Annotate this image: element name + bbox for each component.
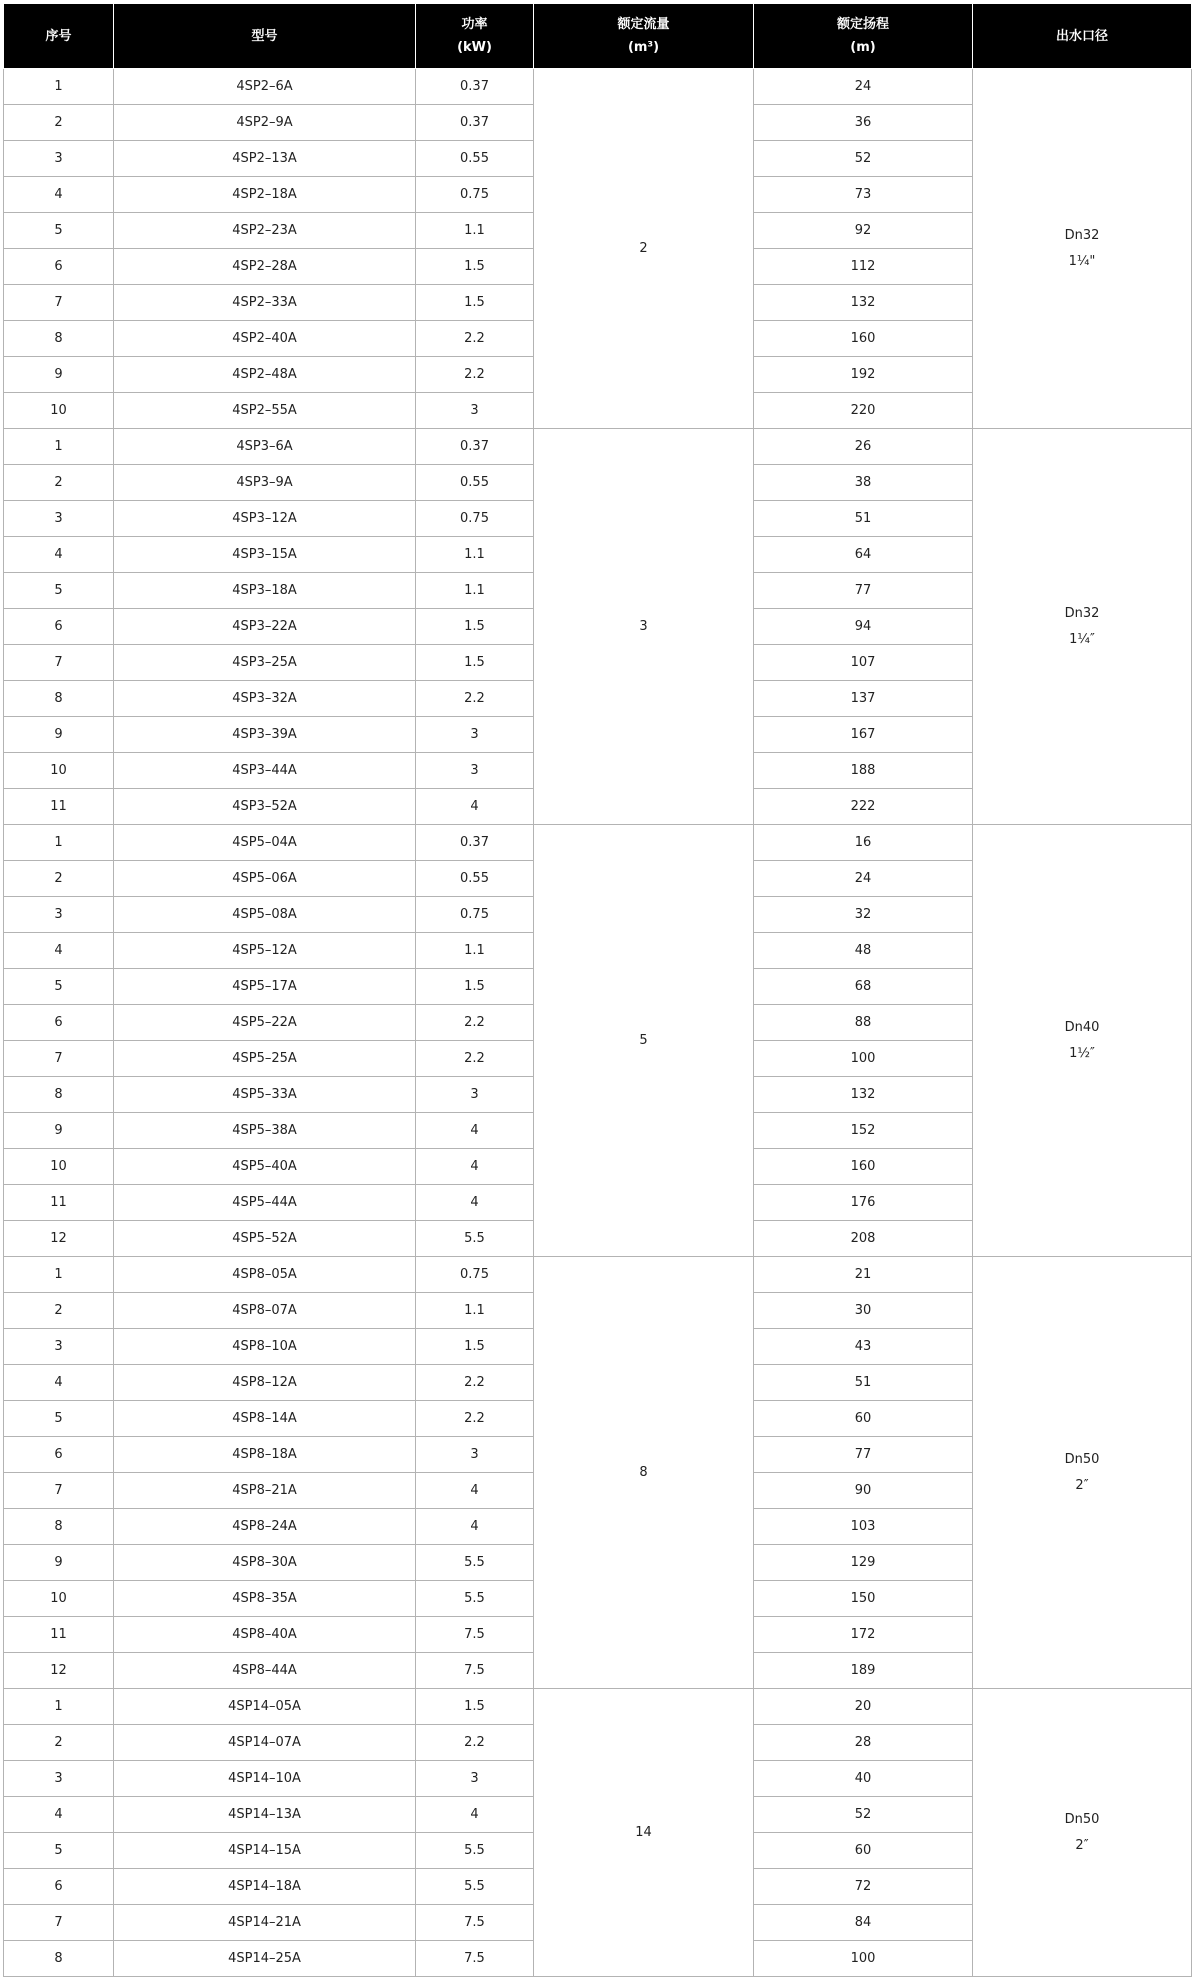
cell-power: 4	[416, 1473, 534, 1509]
cell-head: 77	[754, 573, 973, 609]
cell-power: 1.5	[416, 969, 534, 1005]
cell-model: 4SP3–32A	[114, 681, 416, 717]
cell-outlet	[973, 825, 1192, 1257]
cell-model: 4SP5–38A	[114, 1113, 416, 1149]
cell-power: 4	[416, 1185, 534, 1221]
cell-head: 36	[754, 105, 973, 141]
cell-outlet	[973, 69, 1192, 429]
cell-index: 5	[4, 213, 114, 249]
cell-power: 5.5	[416, 1833, 534, 1869]
cell-head: 32	[754, 897, 973, 933]
cell-head: 160	[754, 321, 973, 357]
outlet-inch-size: 1½″	[1069, 1045, 1095, 1061]
cell-index: 1	[4, 69, 114, 105]
cell-power: 1.5	[416, 285, 534, 321]
header-outlet-line: 出水口径	[1055, 28, 1108, 44]
cell-head: 52	[754, 1797, 973, 1833]
cell-index: 8	[4, 681, 114, 717]
cell-power: 2.2	[416, 321, 534, 357]
cell-power: 4	[416, 1113, 534, 1149]
cell-model: 4SP8–21A	[114, 1473, 416, 1509]
header-flow-line: (m³)	[627, 40, 660, 55]
cell-index: 1	[4, 1689, 114, 1725]
header-head-line: (m)	[850, 40, 876, 55]
cell-power: 2.2	[416, 357, 534, 393]
cell-index: 10	[4, 1149, 114, 1185]
cell-head: 150	[754, 1581, 973, 1617]
cell-model: 4SP8–18A	[114, 1437, 416, 1473]
cell-index: 2	[4, 465, 114, 501]
cell-model: 4SP2–48A	[114, 357, 416, 393]
cell-power: 1.1	[416, 573, 534, 609]
cell-head: 26	[754, 429, 973, 465]
cell-power: 0.55	[416, 141, 534, 177]
cell-model: 4SP2–23A	[114, 213, 416, 249]
cell-head: 77	[754, 1437, 973, 1473]
header-power	[416, 4, 534, 69]
cell-model: 4SP3–18A	[114, 573, 416, 609]
cell-power: 0.55	[416, 465, 534, 501]
cell-power: 0.75	[416, 897, 534, 933]
cell-model: 4SP8–10A	[114, 1329, 416, 1365]
cell-model: 4SP5–06A	[114, 861, 416, 897]
table-row	[4, 69, 1192, 105]
cell-model: 4SP8–24A	[114, 1509, 416, 1545]
cell-index: 6	[4, 609, 114, 645]
cell-index: 7	[4, 285, 114, 321]
cell-head: 21	[754, 1257, 973, 1293]
header-flow-line: 额定流量	[617, 17, 670, 32]
cell-model: 4SP5–52A	[114, 1221, 416, 1257]
outlet-dn-size: Dn32	[1064, 227, 1100, 243]
cell-power: 3	[416, 753, 534, 789]
cell-power: 1.5	[416, 645, 534, 681]
cell-head: 103	[754, 1509, 973, 1545]
cell-model: 4SP2–28A	[114, 249, 416, 285]
cell-model: 4SP2–6A	[114, 69, 416, 105]
cell-index: 5	[4, 1401, 114, 1437]
cell-power: 0.75	[416, 1257, 534, 1293]
header-power-line: 功率	[461, 17, 488, 32]
cell-power: 3	[416, 1077, 534, 1113]
cell-outlet	[973, 429, 1192, 825]
cell-head: 220	[754, 393, 973, 429]
cell-head: 132	[754, 285, 973, 321]
cell-index: 7	[4, 1041, 114, 1077]
cell-power: 3	[416, 1761, 534, 1797]
cell-index: 5	[4, 573, 114, 609]
cell-index: 2	[4, 1725, 114, 1761]
cell-power: 0.37	[416, 105, 534, 141]
header-model	[114, 4, 416, 69]
cell-power: 7.5	[416, 1653, 534, 1689]
cell-flow: 8	[534, 1257, 754, 1689]
cell-index: 8	[4, 1941, 114, 1977]
cell-power: 7.5	[416, 1905, 534, 1941]
cell-head: 208	[754, 1221, 973, 1257]
cell-head: 112	[754, 249, 973, 285]
cell-head: 137	[754, 681, 973, 717]
cell-power: 4	[416, 1509, 534, 1545]
cell-model: 4SP2–33A	[114, 285, 416, 321]
outlet-dn-size: Dn50	[1064, 1811, 1100, 1827]
cell-index: 1	[4, 429, 114, 465]
cell-power: 1.1	[416, 537, 534, 573]
cell-model: 4SP5–12A	[114, 933, 416, 969]
outlet-inch-size: 1¼″	[1069, 631, 1095, 647]
cell-index: 9	[4, 1545, 114, 1581]
outlet-inch-size: 1¼"	[1068, 253, 1096, 269]
cell-head: 48	[754, 933, 973, 969]
outlet-dn-size: Dn50	[1064, 1451, 1100, 1467]
cell-index: 9	[4, 717, 114, 753]
cell-power: 0.75	[416, 501, 534, 537]
cell-model: 4SP5–40A	[114, 1149, 416, 1185]
cell-flow: 5	[534, 825, 754, 1257]
cell-head: 176	[754, 1185, 973, 1221]
cell-flow: 14	[534, 1689, 754, 1977]
cell-index: 10	[4, 1581, 114, 1617]
cell-index: 3	[4, 1329, 114, 1365]
header-power-line: (kW)	[457, 40, 492, 55]
cell-index: 7	[4, 1473, 114, 1509]
cell-model: 4SP2–9A	[114, 105, 416, 141]
cell-head: 30	[754, 1293, 973, 1329]
header-flow	[534, 4, 754, 69]
cell-head: 52	[754, 141, 973, 177]
cell-model: 4SP8–30A	[114, 1545, 416, 1581]
cell-model: 4SP14–05A	[114, 1689, 416, 1725]
cell-index: 5	[4, 969, 114, 1005]
cell-power: 0.37	[416, 825, 534, 861]
cell-power: 2.2	[416, 1365, 534, 1401]
cell-power: 0.37	[416, 69, 534, 105]
cell-power: 4	[416, 1797, 534, 1833]
cell-model: 4SP3–15A	[114, 537, 416, 573]
table-row	[4, 429, 1192, 465]
header-head	[754, 4, 973, 69]
cell-power: 4	[416, 1149, 534, 1185]
cell-model: 4SP2–40A	[114, 321, 416, 357]
cell-head: 60	[754, 1833, 973, 1869]
cell-power: 7.5	[416, 1617, 534, 1653]
cell-index: 4	[4, 1797, 114, 1833]
cell-index: 7	[4, 645, 114, 681]
cell-head: 152	[754, 1113, 973, 1149]
cell-head: 88	[754, 1005, 973, 1041]
cell-power: 1.1	[416, 933, 534, 969]
cell-index: 9	[4, 1113, 114, 1149]
cell-power: 2.2	[416, 1041, 534, 1077]
cell-index: 3	[4, 1761, 114, 1797]
cell-power: 0.55	[416, 861, 534, 897]
cell-model: 4SP3–44A	[114, 753, 416, 789]
cell-head: 160	[754, 1149, 973, 1185]
cell-model: 4SP5–08A	[114, 897, 416, 933]
cell-head: 132	[754, 1077, 973, 1113]
cell-power: 5.5	[416, 1581, 534, 1617]
cell-index: 7	[4, 1905, 114, 1941]
outlet-inch-size: 2″	[1075, 1837, 1089, 1853]
table-row	[4, 1257, 1192, 1293]
cell-model: 4SP2–18A	[114, 177, 416, 213]
cell-model: 4SP3–22A	[114, 609, 416, 645]
cell-head: 92	[754, 213, 973, 249]
cell-model: 4SP14–15A	[114, 1833, 416, 1869]
cell-power: 1.1	[416, 213, 534, 249]
cell-index: 1	[4, 825, 114, 861]
cell-model: 4SP5–33A	[114, 1077, 416, 1113]
cell-head: 64	[754, 537, 973, 573]
cell-head: 222	[754, 789, 973, 825]
cell-power: 2.2	[416, 1401, 534, 1437]
cell-model: 4SP8–35A	[114, 1581, 416, 1617]
cell-model: 4SP3–25A	[114, 645, 416, 681]
cell-head: 68	[754, 969, 973, 1005]
cell-outlet	[973, 1689, 1192, 1977]
outlet-dn-size: Dn40	[1064, 1019, 1100, 1035]
cell-model: 4SP3–6A	[114, 429, 416, 465]
table-header	[4, 4, 1192, 69]
cell-power: 2.2	[416, 1725, 534, 1761]
cell-head: 38	[754, 465, 973, 501]
cell-power: 1.5	[416, 1329, 534, 1365]
cell-index: 1	[4, 1257, 114, 1293]
cell-power: 3	[416, 393, 534, 429]
cell-power: 2.2	[416, 681, 534, 717]
cell-index: 2	[4, 1293, 114, 1329]
cell-power: 4	[416, 789, 534, 825]
cell-index: 11	[4, 789, 114, 825]
cell-model: 4SP3–39A	[114, 717, 416, 753]
cell-head: 51	[754, 501, 973, 537]
cell-model: 4SP14–25A	[114, 1941, 416, 1977]
cell-model: 4SP8–40A	[114, 1617, 416, 1653]
cell-power: 5.5	[416, 1869, 534, 1905]
cell-index: 3	[4, 501, 114, 537]
cell-power: 2.2	[416, 1005, 534, 1041]
cell-model: 4SP5–04A	[114, 825, 416, 861]
cell-index: 9	[4, 357, 114, 393]
cell-model: 4SP3–12A	[114, 501, 416, 537]
cell-index: 4	[4, 177, 114, 213]
cell-head: 172	[754, 1617, 973, 1653]
cell-head: 100	[754, 1941, 973, 1977]
cell-index: 11	[4, 1617, 114, 1653]
cell-head: 40	[754, 1761, 973, 1797]
cell-model: 4SP3–9A	[114, 465, 416, 501]
cell-power: 1.1	[416, 1293, 534, 1329]
cell-model: 4SP14–07A	[114, 1725, 416, 1761]
cell-index: 6	[4, 1869, 114, 1905]
cell-head: 43	[754, 1329, 973, 1365]
cell-power: 1.5	[416, 1689, 534, 1725]
pump-spec-table	[3, 3, 1192, 1977]
header-index	[4, 4, 114, 69]
cell-model: 4SP5–17A	[114, 969, 416, 1005]
cell-outlet	[973, 1257, 1192, 1689]
cell-flow: 3	[534, 429, 754, 825]
cell-index: 8	[4, 1509, 114, 1545]
cell-power: 5.5	[416, 1545, 534, 1581]
cell-index: 5	[4, 1833, 114, 1869]
cell-head: 84	[754, 1905, 973, 1941]
cell-model: 4SP8–12A	[114, 1365, 416, 1401]
cell-head: 28	[754, 1725, 973, 1761]
cell-power: 0.75	[416, 177, 534, 213]
cell-index: 3	[4, 141, 114, 177]
header-outlet	[973, 4, 1192, 69]
cell-model: 4SP2–55A	[114, 393, 416, 429]
cell-power: 3	[416, 1437, 534, 1473]
cell-head: 188	[754, 753, 973, 789]
cell-head: 73	[754, 177, 973, 213]
cell-model: 4SP5–22A	[114, 1005, 416, 1041]
header-row	[4, 4, 1192, 69]
cell-index: 6	[4, 1005, 114, 1041]
cell-head: 90	[754, 1473, 973, 1509]
cell-power: 5.5	[416, 1221, 534, 1257]
cell-head: 167	[754, 717, 973, 753]
cell-head: 107	[754, 645, 973, 681]
cell-head: 94	[754, 609, 973, 645]
cell-model: 4SP14–21A	[114, 1905, 416, 1941]
cell-index: 4	[4, 1365, 114, 1401]
cell-model: 4SP14–13A	[114, 1797, 416, 1833]
cell-head: 24	[754, 69, 973, 105]
cell-power: 7.5	[416, 1941, 534, 1977]
cell-index: 10	[4, 393, 114, 429]
cell-index: 4	[4, 537, 114, 573]
cell-head: 100	[754, 1041, 973, 1077]
outlet-dn-size: Dn32	[1064, 605, 1100, 621]
table-body	[4, 69, 1192, 1977]
cell-head: 24	[754, 861, 973, 897]
cell-head: 189	[754, 1653, 973, 1689]
cell-head: 192	[754, 357, 973, 393]
cell-power: 0.37	[416, 429, 534, 465]
cell-head: 72	[754, 1869, 973, 1905]
cell-model: 4SP8–14A	[114, 1401, 416, 1437]
cell-power: 1.5	[416, 249, 534, 285]
cell-head: 51	[754, 1365, 973, 1401]
cell-model: 4SP14–18A	[114, 1869, 416, 1905]
cell-model: 4SP5–25A	[114, 1041, 416, 1077]
cell-index: 6	[4, 249, 114, 285]
cell-model: 4SP14–10A	[114, 1761, 416, 1797]
cell-index: 11	[4, 1185, 114, 1221]
cell-index: 12	[4, 1653, 114, 1689]
cell-model: 4SP2–13A	[114, 141, 416, 177]
cell-index: 3	[4, 897, 114, 933]
cell-index: 12	[4, 1221, 114, 1257]
cell-head: 16	[754, 825, 973, 861]
cell-model: 4SP5–44A	[114, 1185, 416, 1221]
cell-head: 20	[754, 1689, 973, 1725]
cell-index: 2	[4, 861, 114, 897]
table-row	[4, 825, 1192, 861]
header-index-line: 序号	[45, 28, 72, 44]
cell-index: 8	[4, 321, 114, 357]
cell-index: 10	[4, 753, 114, 789]
cell-head: 129	[754, 1545, 973, 1581]
outlet-inch-size: 2″	[1075, 1477, 1089, 1493]
table-row	[4, 1689, 1192, 1725]
cell-model: 4SP3–52A	[114, 789, 416, 825]
cell-power: 3	[416, 717, 534, 753]
cell-flow: 2	[534, 69, 754, 429]
cell-model: 4SP8–07A	[114, 1293, 416, 1329]
cell-model: 4SP8–44A	[114, 1653, 416, 1689]
header-head-line: 额定扬程	[836, 17, 889, 32]
cell-index: 4	[4, 933, 114, 969]
cell-power: 1.5	[416, 609, 534, 645]
header-model-line: 型号	[251, 28, 278, 44]
cell-index: 2	[4, 105, 114, 141]
cell-model: 4SP8–05A	[114, 1257, 416, 1293]
cell-index: 6	[4, 1437, 114, 1473]
cell-index: 8	[4, 1077, 114, 1113]
cell-head: 60	[754, 1401, 973, 1437]
